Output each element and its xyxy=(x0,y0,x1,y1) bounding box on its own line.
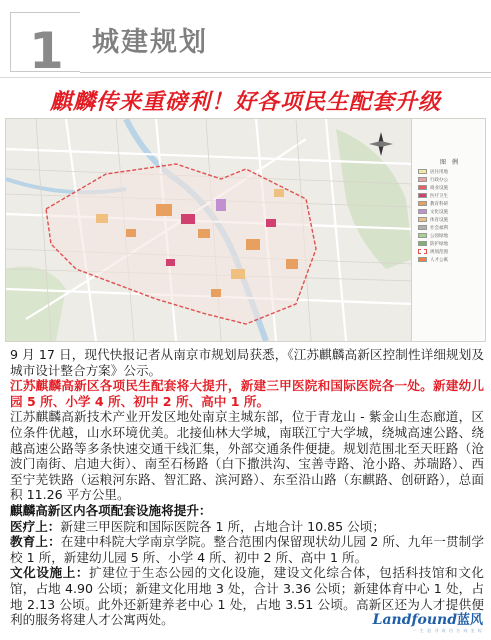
legend-item: 教育科研 xyxy=(418,201,480,207)
legend-item: 体育设施 xyxy=(418,217,480,223)
culture-text: 扩建位于生态公园的文化设施，建设文化综合体，包括科技馆和文化馆，占地 4.90 公顷；新建文化用地 3 处，合计 3.36 公顷；新建体育中心 1 处，占地 2.13 公顷。此外还新建养老中心 1 处，占地 3.51 公顷。高新区还为人才提供便利的服务将建人才公寓两处。 xyxy=(10,565,485,628)
legend-item: 公园绿地 xyxy=(418,233,480,239)
facilities-heading: 麒麟高新区内各项配套设施将提升： xyxy=(10,502,212,518)
medical-text: 新建三甲医院和国际医院各 1 所，占地合计 10.85 公顷； xyxy=(60,518,385,534)
map-drawing xyxy=(6,119,413,341)
landfound-logo xyxy=(373,609,483,634)
headline: 麒麟传来重磅利！好各项民生配套升级 xyxy=(49,90,441,115)
medical-paragraph xyxy=(10,519,484,535)
section-number: 1 xyxy=(29,22,64,80)
legend-item: 医疗卫生 xyxy=(418,193,480,199)
legend-item: 防护绿地 xyxy=(418,241,480,247)
legend-item: 行政办公 xyxy=(418,177,480,183)
legend-item: 文化设施 xyxy=(418,209,480,215)
education-paragraph xyxy=(10,534,484,565)
location-paragraph: 江苏麒麟高新技术产业开发区地处南京主城东部，位于青龙山 - 紫金山生态廊道，区位条件优越，山水环境优美。北接仙林大学城，南联江宁大学城，绕城高速公路、绕越高速公路等多条快速交通干线汇集，外部交通条件便捷。规划范围北至天旺路（沧波门南街、启迪大街）、南至石杨路（白下撒洪沟、宝善寺路、沧小路、苏瑞路）、西至宁芜铁路（运粮河东路、智汇路、滨河路）、东至沿山路（东麒路、创研路），总面积 11.26 平方公里。 xyxy=(10,409,484,503)
map-legend xyxy=(411,119,485,341)
section-title: 城建规划 xyxy=(92,27,208,58)
legend-title: 图 例 xyxy=(439,159,458,166)
header-rule xyxy=(80,72,491,73)
education-label: 教育上： xyxy=(10,534,61,550)
planning-map xyxy=(5,118,486,342)
culture-label: 文化设施上： xyxy=(10,565,90,581)
logo-tagline: 一 生 追 寻 成 功 方 向 坐 标 xyxy=(412,628,483,633)
legend-item: 社会福利 xyxy=(418,225,480,231)
education-text: 在建中科院大学南京学院。整合范围内保留现状幼儿园 2 所、九年一贯制学校 1 所，新建幼儿园 5 所、小学 4 所、初中 2 所、高中 1 所。 xyxy=(10,534,484,565)
section-number-box xyxy=(10,12,80,80)
legend-item: 商业设施 xyxy=(418,185,480,191)
medical-label: 医疗上： xyxy=(10,518,61,534)
article-body xyxy=(10,347,484,628)
legend-item: 居住用地 xyxy=(418,169,480,175)
section-header xyxy=(0,0,491,78)
logo-brand-en: Landfound xyxy=(372,612,457,628)
legend-item: 人才公寓 xyxy=(418,257,480,263)
highlight-paragraph: 江苏麒麟高新区各项民生配套将大提升，新建三甲医院和国际医院各一处。新建幼儿园 5 所、小学 4 所、初中 2 所、高中 1 所。 xyxy=(10,378,484,409)
logo-brand-cn: 蓝风 xyxy=(456,613,483,628)
intro-paragraph: 9 月 17 日，现代快报记者从南京市规划局获悉，《江苏麒麟高新区控制性详细规划及城市设计整合方案》公示。 xyxy=(10,347,484,378)
legend-item: 规划范围 xyxy=(418,249,480,255)
